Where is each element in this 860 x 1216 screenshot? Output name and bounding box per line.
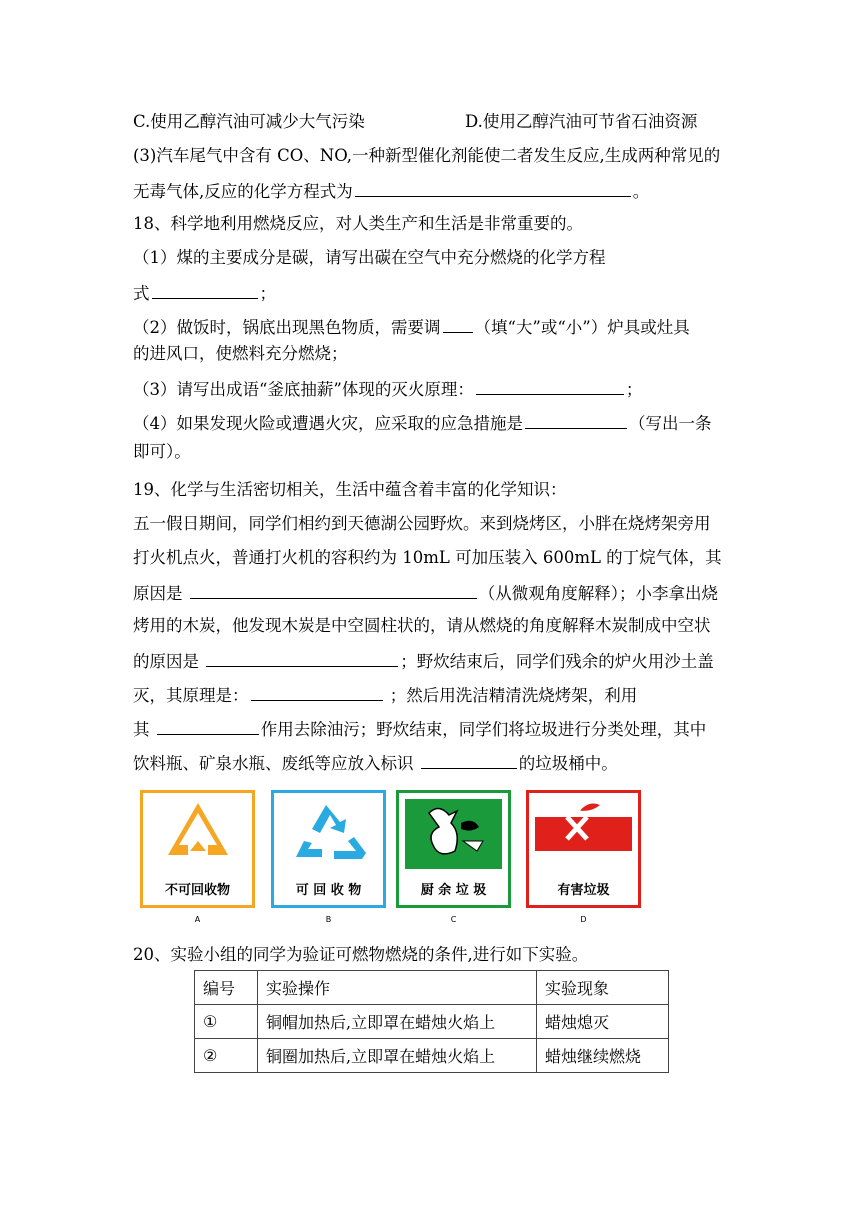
q17-part3-line2: 无毒气体,反应的化学方程式为 。: [133, 179, 649, 203]
q17-part3-line1: (3)汽车尾气中含有 CO、NO,一种新型催化剂能使二者发生反应,生成两种常见的: [133, 146, 721, 165]
q18-title: 18、科学地利用燃烧反应，对人类生产和生活是非常重要的。: [133, 214, 583, 233]
non-recyclable-icon: [143, 793, 252, 873]
bin-sign-kitchen-waste: [396, 790, 511, 924]
bin-letter: B: [325, 915, 332, 924]
bin-label: 有害垃圾: [557, 883, 610, 898]
bin-letter: D: [580, 915, 587, 924]
answer-blank[interactable]: [190, 581, 477, 599]
q18-part1-line1: （1）煤的主要成分是碳，请写出碳在空气中充分燃烧的化学方程: [133, 248, 606, 267]
q17-option-c: C.使用乙醇汽油可减少大气污染: [133, 112, 365, 131]
bin-sign-recyclable: [271, 790, 386, 924]
q19-title: 19、化学与生活密切相关，生活中蕴含着丰富的化学知识：: [133, 480, 567, 499]
q18-part3: （3）请写出成语“釜底抽薪”体现的灭火原理： ；: [133, 377, 642, 401]
answer-blank[interactable]: [152, 281, 258, 299]
header-cell: 编号: [195, 971, 258, 1005]
answer-blank[interactable]: [206, 649, 398, 667]
table-cell: 蜡烛熄灭: [537, 1005, 669, 1039]
bin-letter: C: [450, 915, 457, 924]
q19-line2: 打火机点火，普通打火机的容积约为 10mL 可加压装入 600mL 的丁烷气体，其: [133, 548, 722, 567]
answer-blank[interactable]: [251, 683, 383, 701]
q17-option-d: D.使用乙醇汽油可节省石油资源: [465, 112, 698, 131]
answer-blank[interactable]: [157, 717, 259, 735]
q19-line5: 的原因是 ；野炊结束后，同学们残余的炉火用沙土盖: [133, 649, 714, 673]
q18-part2-line2: 的进风口，使燃料充分燃烧；: [133, 344, 348, 363]
q19-line7: 其 作用去除油污；野炊结束，同学们将垃圾进行分类处理，其中: [133, 717, 706, 741]
bin-label: 可 回 收 物: [295, 883, 362, 898]
q19-line1: 五一假日期间，同学们相约到天德湖公园野炊。来到烧烤区，小胖在烧烤架旁用: [133, 514, 711, 533]
table-row: [195, 1005, 669, 1039]
food-waste-icon: [399, 793, 508, 875]
table-cell: ①: [195, 1005, 258, 1039]
header-cell: 实验操作: [258, 971, 537, 1005]
q18-part4-line2: 即可）。: [133, 442, 191, 461]
bin-letter: A: [194, 915, 201, 924]
q20-title: 20、实验小组的同学为验证可燃物燃烧的条件,进行如下实验。: [133, 945, 589, 964]
bin-sign-non-recyclable: [140, 790, 255, 924]
table-header-row: [195, 971, 669, 1005]
experiment-table: [194, 970, 669, 1073]
q19-line3: 原因是 （从微观角度解释）；小李拿出烧: [133, 581, 718, 605]
q19-line4: 烤用的木炭，他发现木炭是中空圆柱状的，请从燃烧的角度解释木炭制成中空状: [133, 616, 711, 635]
bin-label: 不可回收物: [164, 883, 230, 898]
table-cell: ②: [195, 1039, 258, 1073]
answer-blank[interactable]: [421, 751, 517, 769]
hazardous-waste-icon: [529, 793, 638, 873]
q18-part1-line2: 式 ；: [133, 281, 276, 305]
q19-line6: 灭，其原理是： ；然后用洗洁精清洗烧烤架，利用: [133, 683, 637, 707]
q19-line8: 饮料瓶、矿泉水瓶、废纸等应放入标识 的垃圾桶中。: [133, 751, 618, 775]
answer-blank[interactable]: [355, 179, 631, 197]
answer-blank[interactable]: [443, 315, 473, 333]
recycle-icon: [274, 793, 383, 873]
bin-sign-hazardous: [526, 790, 641, 924]
table-cell: 蜡烛继续燃烧: [537, 1039, 669, 1073]
answer-blank[interactable]: [525, 411, 627, 429]
answer-blank[interactable]: [476, 377, 624, 395]
header-cell: 实验现象: [537, 971, 669, 1005]
garbage-bin-signs: [140, 790, 645, 924]
table-row: [195, 1039, 669, 1073]
table-cell: 铜圈加热后,立即罩在蜡烛火焰上: [258, 1039, 537, 1073]
q18-part4-line1: （4）如果发现火险或遭遇火灾，应采取的应急措施是 （写出一条: [133, 411, 712, 435]
q18-part2-line1: （2）做饭时，锅底出现黑色物质，需要调 （填“大”或“小”）炉具或灶具: [133, 315, 690, 339]
table-cell: 铜帽加热后,立即罩在蜡烛火焰上: [258, 1005, 537, 1039]
bin-label: 厨 余 垃 圾: [420, 883, 487, 898]
